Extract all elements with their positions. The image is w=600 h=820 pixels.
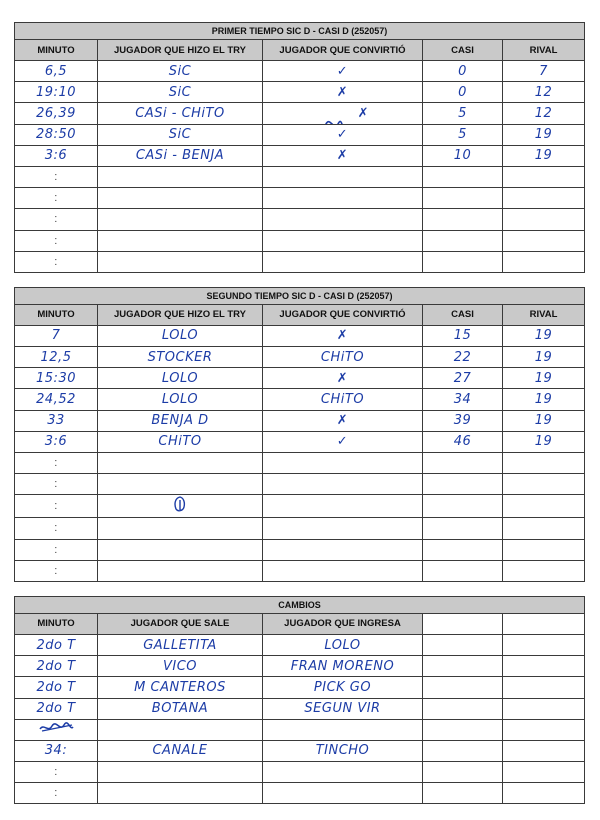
try-scorer-cell — [98, 453, 263, 474]
table-row — [15, 166, 585, 187]
conversion-cell: ✗ — [263, 368, 423, 389]
rival-score-cell — [503, 474, 585, 495]
minute-cell: : — [15, 251, 98, 272]
casi-score-cell — [423, 453, 503, 474]
conversion-cell: ✗ — [263, 410, 423, 431]
header-sale: JUGADOR QUE SALE — [98, 613, 263, 634]
try-scorer-cell — [98, 539, 263, 560]
casi-score-cell: 10 — [423, 145, 503, 166]
minute-cell: : — [15, 495, 98, 518]
table-row — [15, 719, 585, 740]
minute-cell: 26,39 — [15, 103, 98, 124]
casi-score-cell — [423, 495, 503, 518]
rival-score-cell: 19 — [503, 410, 585, 431]
casi-score-cell — [423, 560, 503, 581]
casi-score-cell — [423, 188, 503, 209]
header-rival: RIVAL — [503, 40, 585, 61]
casi-score-cell — [423, 209, 503, 230]
try-scorer-cell: LOLO — [98, 368, 263, 389]
casi-score-cell — [423, 251, 503, 272]
blank-cell — [423, 783, 503, 804]
table-row — [15, 188, 585, 209]
blank-cell — [423, 656, 503, 677]
conversion-cell: ✗ — [263, 145, 423, 166]
conversion-cell — [263, 230, 423, 251]
table-row — [15, 103, 585, 124]
casi-score-cell: 46 — [423, 431, 503, 452]
try-scorer-cell — [98, 230, 263, 251]
rival-score-cell — [503, 166, 585, 187]
conversion-cell: ✗ — [263, 325, 423, 346]
casi-score-cell — [423, 518, 503, 539]
minute-cell: 6,5 — [15, 61, 98, 82]
try-scorer-cell — [98, 495, 263, 518]
minute-cell: : — [15, 539, 98, 560]
try-scorer-cell: SiC — [98, 61, 263, 82]
minute-cell: 19:10 — [15, 82, 98, 103]
try-scorer-cell — [98, 474, 263, 495]
conversion-cell: CHiTO — [263, 347, 423, 368]
table-row — [15, 656, 585, 677]
try-scorer-cell: LOLO — [98, 389, 263, 410]
changes-table — [14, 596, 585, 805]
header-blank — [503, 613, 585, 634]
casi-score-cell — [423, 474, 503, 495]
minute-cell: 2do T — [15, 656, 98, 677]
minute-cell: : — [15, 474, 98, 495]
casi-score-cell: 39 — [423, 410, 503, 431]
blank-cell — [423, 634, 503, 655]
player-in-cell: PICK GO — [263, 677, 423, 698]
header-convirtio: JUGADOR QUE CONVIRTIÓ — [263, 40, 423, 61]
casi-score-cell: 0 — [423, 82, 503, 103]
table-row — [15, 145, 585, 166]
table-row — [15, 783, 585, 804]
rival-score-cell: 12 — [503, 103, 585, 124]
rival-score-cell — [503, 539, 585, 560]
player-in-cell: TINCHO — [263, 740, 423, 761]
conversion-cell — [263, 495, 423, 518]
player-out-cell: GALLETITA — [98, 634, 263, 655]
rival-score-cell: 7 — [503, 61, 585, 82]
try-scorer-cell: SiC — [98, 124, 263, 145]
minute-cell: : — [15, 453, 98, 474]
minute-cell: 3:6 — [15, 431, 98, 452]
second-half-table — [14, 287, 585, 582]
casi-score-cell: 5 — [423, 124, 503, 145]
rival-score-cell: 19 — [503, 368, 585, 389]
casi-score-cell: 22 — [423, 347, 503, 368]
section-gap — [14, 273, 584, 287]
blank-cell — [503, 762, 585, 783]
header-try: JUGADOR QUE HIZO EL TRY — [98, 40, 263, 61]
conversion-cell — [263, 518, 423, 539]
table-row — [15, 251, 585, 272]
rival-score-cell: 19 — [503, 124, 585, 145]
blank-cell — [503, 677, 585, 698]
conversion-cell — [263, 560, 423, 581]
minute-cell: 2do T — [15, 698, 98, 719]
try-scorer-cell: CHiTO — [98, 431, 263, 452]
header-minuto: MINUTO — [15, 613, 98, 634]
header-minuto: MINUTO — [15, 304, 98, 325]
conversion-cell: ✓ — [263, 124, 423, 145]
first-half-title: PRIMER TIEMPO SIC D - CASI D (252057) — [15, 23, 585, 40]
table-row — [15, 740, 585, 761]
table-row — [15, 368, 585, 389]
minute-cell: 28:50 — [15, 124, 98, 145]
minute-cell: : — [15, 762, 98, 783]
casi-score-cell: 15 — [423, 325, 503, 346]
rival-score-cell — [503, 230, 585, 251]
minute-cell: : — [15, 188, 98, 209]
table-row — [15, 560, 585, 581]
player-out-cell — [98, 762, 263, 783]
player-in-cell: LOLO — [263, 634, 423, 655]
player-out-cell — [98, 783, 263, 804]
try-scorer-cell — [98, 560, 263, 581]
conversion-cell: CHiTO — [263, 389, 423, 410]
blank-cell — [503, 656, 585, 677]
conversion-cell — [263, 453, 423, 474]
player-in-cell: FRAN MORENO — [263, 656, 423, 677]
table-row — [15, 634, 585, 655]
rival-score-cell — [503, 453, 585, 474]
table-row — [15, 518, 585, 539]
minute-cell: 7 — [15, 325, 98, 346]
conversion-cell — [263, 166, 423, 187]
second-half-title: SEGUNDO TIEMPO SIC D - CASI D (252057) — [15, 287, 585, 304]
minute-cell: 15:30 — [15, 368, 98, 389]
header-blank — [423, 613, 503, 634]
minute-cell: 33 — [15, 410, 98, 431]
table-row — [15, 474, 585, 495]
conversion-cell — [263, 251, 423, 272]
table-row — [15, 61, 585, 82]
try-scorer-cell — [98, 251, 263, 272]
minute-cell: : — [15, 560, 98, 581]
table-row — [15, 410, 585, 431]
header-convirtio: JUGADOR QUE CONVIRTIÓ — [263, 304, 423, 325]
table-row — [15, 209, 585, 230]
section-gap — [14, 582, 584, 596]
blank-cell — [503, 698, 585, 719]
table-row — [15, 82, 585, 103]
minute-cell: : — [15, 230, 98, 251]
blank-cell — [423, 677, 503, 698]
table-row — [15, 677, 585, 698]
rival-score-cell — [503, 209, 585, 230]
score-sheet — [14, 22, 584, 804]
minute-cell: : — [15, 783, 98, 804]
try-scorer-cell: STOCKER — [98, 347, 263, 368]
table-row — [15, 453, 585, 474]
header-casi: CASI — [423, 40, 503, 61]
minute-cell: : — [15, 209, 98, 230]
table-row — [15, 431, 585, 452]
minute-cell: 3:6 — [15, 145, 98, 166]
rival-score-cell: 12 — [503, 82, 585, 103]
blank-cell — [423, 740, 503, 761]
casi-score-cell: 0 — [423, 61, 503, 82]
doodle-mark-icon — [172, 495, 188, 517]
player-out-cell: M CANTEROS — [98, 677, 263, 698]
minute-cell: : — [15, 166, 98, 187]
rival-score-cell — [503, 495, 585, 518]
header-minuto: MINUTO — [15, 40, 98, 61]
try-scorer-cell: CASi - BENJA — [98, 145, 263, 166]
rival-score-cell: 19 — [503, 389, 585, 410]
blank-cell — [423, 698, 503, 719]
player-out-cell — [98, 719, 263, 740]
cross-mark: ✗ — [357, 105, 370, 121]
rival-score-cell — [503, 251, 585, 272]
table-row — [15, 389, 585, 410]
table-row — [15, 698, 585, 719]
try-scorer-cell: LOLO — [98, 325, 263, 346]
table-row — [15, 539, 585, 560]
player-out-cell: CANALE — [98, 740, 263, 761]
conversion-cell — [263, 188, 423, 209]
casi-score-cell — [423, 166, 503, 187]
player-in-cell — [263, 783, 423, 804]
table-row — [15, 347, 585, 368]
minute-cell: 2do T — [15, 677, 98, 698]
minute-cell — [15, 719, 98, 740]
casi-score-cell: 34 — [423, 389, 503, 410]
minute-cell: 24,52 — [15, 389, 98, 410]
conversion-cell: ✓ — [263, 61, 423, 82]
player-in-cell — [263, 762, 423, 783]
table-row — [15, 762, 585, 783]
blank-cell — [503, 634, 585, 655]
header-ingresa: JUGADOR QUE INGRESA — [263, 613, 423, 634]
conversion-cell: ✗ — [263, 82, 423, 103]
player-in-cell: SEGUN VIR — [263, 698, 423, 719]
header-try: JUGADOR QUE HIZO EL TRY — [98, 304, 263, 325]
blank-cell — [503, 783, 585, 804]
conversion-cell — [263, 209, 423, 230]
casi-score-cell — [423, 539, 503, 560]
header-rival: RIVAL — [503, 304, 585, 325]
rival-score-cell: 19 — [503, 145, 585, 166]
conversion-cell — [263, 103, 423, 124]
player-in-cell — [263, 719, 423, 740]
try-scorer-cell — [98, 518, 263, 539]
casi-score-cell: 27 — [423, 368, 503, 389]
blank-cell — [503, 740, 585, 761]
table-row — [15, 230, 585, 251]
table-row — [15, 495, 585, 518]
player-out-cell: BOTANA — [98, 698, 263, 719]
casi-score-cell — [423, 230, 503, 251]
minute-cell: 34: — [15, 740, 98, 761]
scribble-strikeout-icon — [36, 721, 76, 739]
try-scorer-cell: SiC — [98, 82, 263, 103]
try-scorer-cell — [98, 166, 263, 187]
conversion-cell — [263, 474, 423, 495]
try-scorer-cell — [98, 209, 263, 230]
rival-score-cell: 19 — [503, 325, 585, 346]
rival-score-cell — [503, 560, 585, 581]
rival-score-cell: 19 — [503, 431, 585, 452]
first-half-table — [14, 22, 585, 273]
minute-cell: : — [15, 518, 98, 539]
try-scorer-cell: BENJA D — [98, 410, 263, 431]
player-out-cell: VICO — [98, 656, 263, 677]
table-row — [15, 325, 585, 346]
blank-cell — [503, 719, 585, 740]
blank-cell — [423, 762, 503, 783]
rival-score-cell — [503, 188, 585, 209]
blank-cell — [423, 719, 503, 740]
rival-score-cell — [503, 518, 585, 539]
conversion-cell: ✓ — [263, 431, 423, 452]
try-scorer-cell — [98, 188, 263, 209]
minute-cell: 2do T — [15, 634, 98, 655]
rival-score-cell: 19 — [503, 347, 585, 368]
try-scorer-cell: CASi - CHiTO — [98, 103, 263, 124]
header-casi: CASI — [423, 304, 503, 325]
changes-title: CAMBIOS — [15, 596, 585, 613]
minute-cell: 12,5 — [15, 347, 98, 368]
table-row — [15, 124, 585, 145]
casi-score-cell: 5 — [423, 103, 503, 124]
conversion-cell — [263, 539, 423, 560]
